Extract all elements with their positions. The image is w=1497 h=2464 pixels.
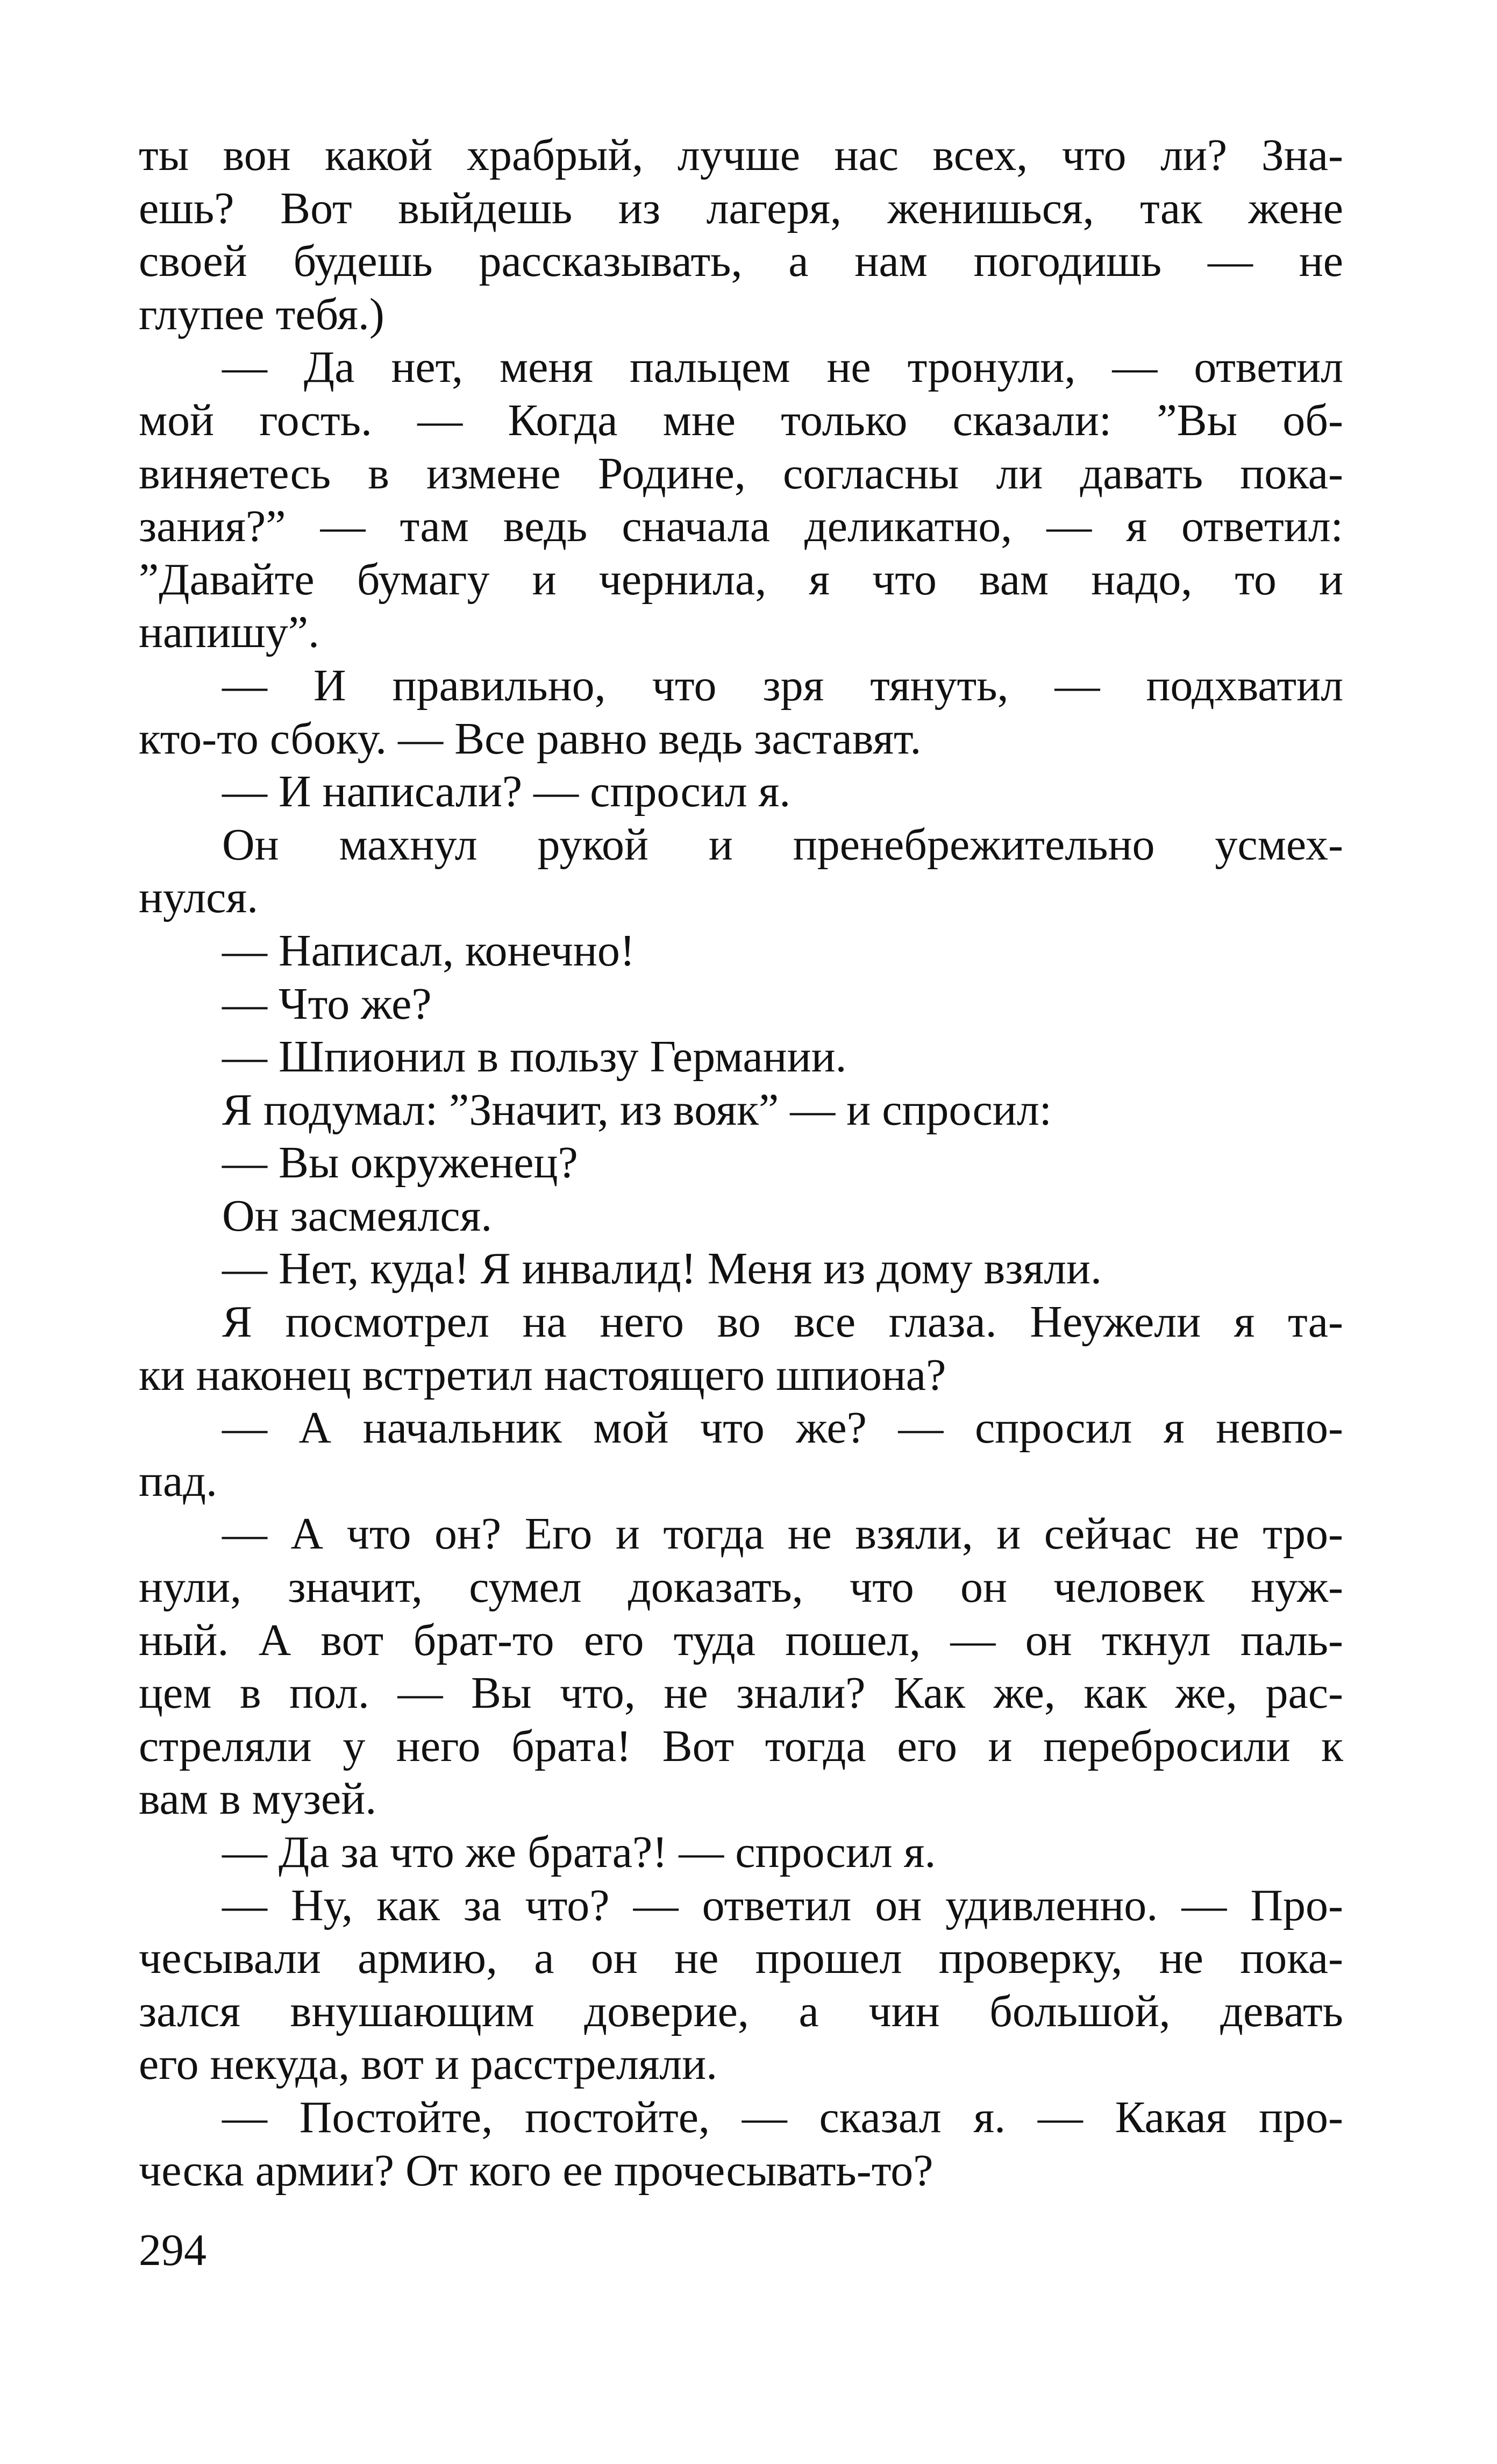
text-line: пад. (139, 1455, 217, 1506)
text-line: ческа армии? От кого ее прочесывать-то? (139, 2145, 933, 2196)
text-line: чесывали армию, а он не прошел проверку, не пока- (139, 1933, 1343, 1984)
text-line: глупее тебя.) (139, 289, 384, 339)
text-line: Я посмотрел на него во все глаза. Неужели я та- (222, 1297, 1343, 1347)
text-line: вам в музей. (139, 1774, 377, 1824)
text-line: стреляли у него брата! Вот тогда его и перебросили к (139, 1721, 1343, 1771)
text-line: Он махнул рукой и пренебрежительно усмех- (222, 819, 1343, 870)
text-line: кто-то сбоку. — Все равно ведь заставят. (139, 713, 922, 764)
text-line: — А что он? Его и тогда не взяли, и сейчас не тро- (222, 1509, 1343, 1559)
text-line: ный. А вот брат-то его туда пошел, — он ткнул паль- (139, 1615, 1343, 1665)
text-line: зания?” — там ведь сначала деликатно, — я ответил: (139, 501, 1343, 552)
text-line: своей будешь рассказывать, а нам погодишь — не (139, 236, 1343, 287)
text-line: Я подумал: ”Значит, из вояк” — и спросил: (222, 1084, 1052, 1135)
text-line: — Шпионил в пользу Германии. (222, 1032, 847, 1082)
text-line: цем в пол. — Вы что, не знали? Как же, как же, рас- (139, 1668, 1343, 1719)
text-line: — Что же? (222, 978, 432, 1029)
text-line: виняетесь в измене Родине, согласны ли давать пока- (139, 448, 1343, 499)
text-line: — Да за что же брата?! — спросил я. (222, 1827, 936, 1877)
text-line: ”Давайте бумагу и чернила, я что вам надо, то и (139, 554, 1343, 605)
text-line: — И правильно, что зря тянуть, — подхватил (222, 660, 1343, 711)
text-line: напишу”. (139, 607, 319, 658)
text-line: — Постойте, постойте, — сказал я. — Какая про- (222, 2092, 1343, 2142)
text-line: ты вон какой храбрый, лучше нас всех, что ли? Зна- (139, 130, 1343, 180)
body-text (139, 129, 1343, 2197)
text-line: ки наконец встретил настоящего шпиона? (139, 1350, 946, 1400)
text-line: Он засмеялся. (222, 1190, 493, 1241)
text-line: его некуда, вот и расстреляли. (139, 2039, 718, 2090)
text-line: — Нет, куда! Я инвалид! Меня из дому взяли. (222, 1244, 1102, 1294)
text-line: — И написали? — спросил я. (222, 766, 791, 817)
text-line: ешь? Вот выйдешь из лагеря, женишься, так жене (139, 183, 1343, 233)
text-line: нули, значит, сумел доказать, что он человек нуж- (139, 1562, 1343, 1613)
text-line: — Написал, конечно! (222, 925, 635, 976)
text-line: нулся. (139, 872, 259, 923)
text-line: — Ну, как за что? — ответил он удивленно. — Про- (222, 1880, 1343, 1930)
text-line: — А начальник мой что же? — спросил я невпо- (222, 1403, 1343, 1453)
text-line: зался внушающим доверие, а чин большой, девать (139, 1986, 1343, 2036)
text-line: — Вы окруженец? (222, 1138, 578, 1188)
text-line: мой гость. — Когда мне только сказали: ”Вы об- (139, 395, 1343, 445)
text-line: — Да нет, меня пальцем не тронули, — ответил (222, 342, 1343, 393)
page-number: 294 (139, 2225, 206, 2275)
